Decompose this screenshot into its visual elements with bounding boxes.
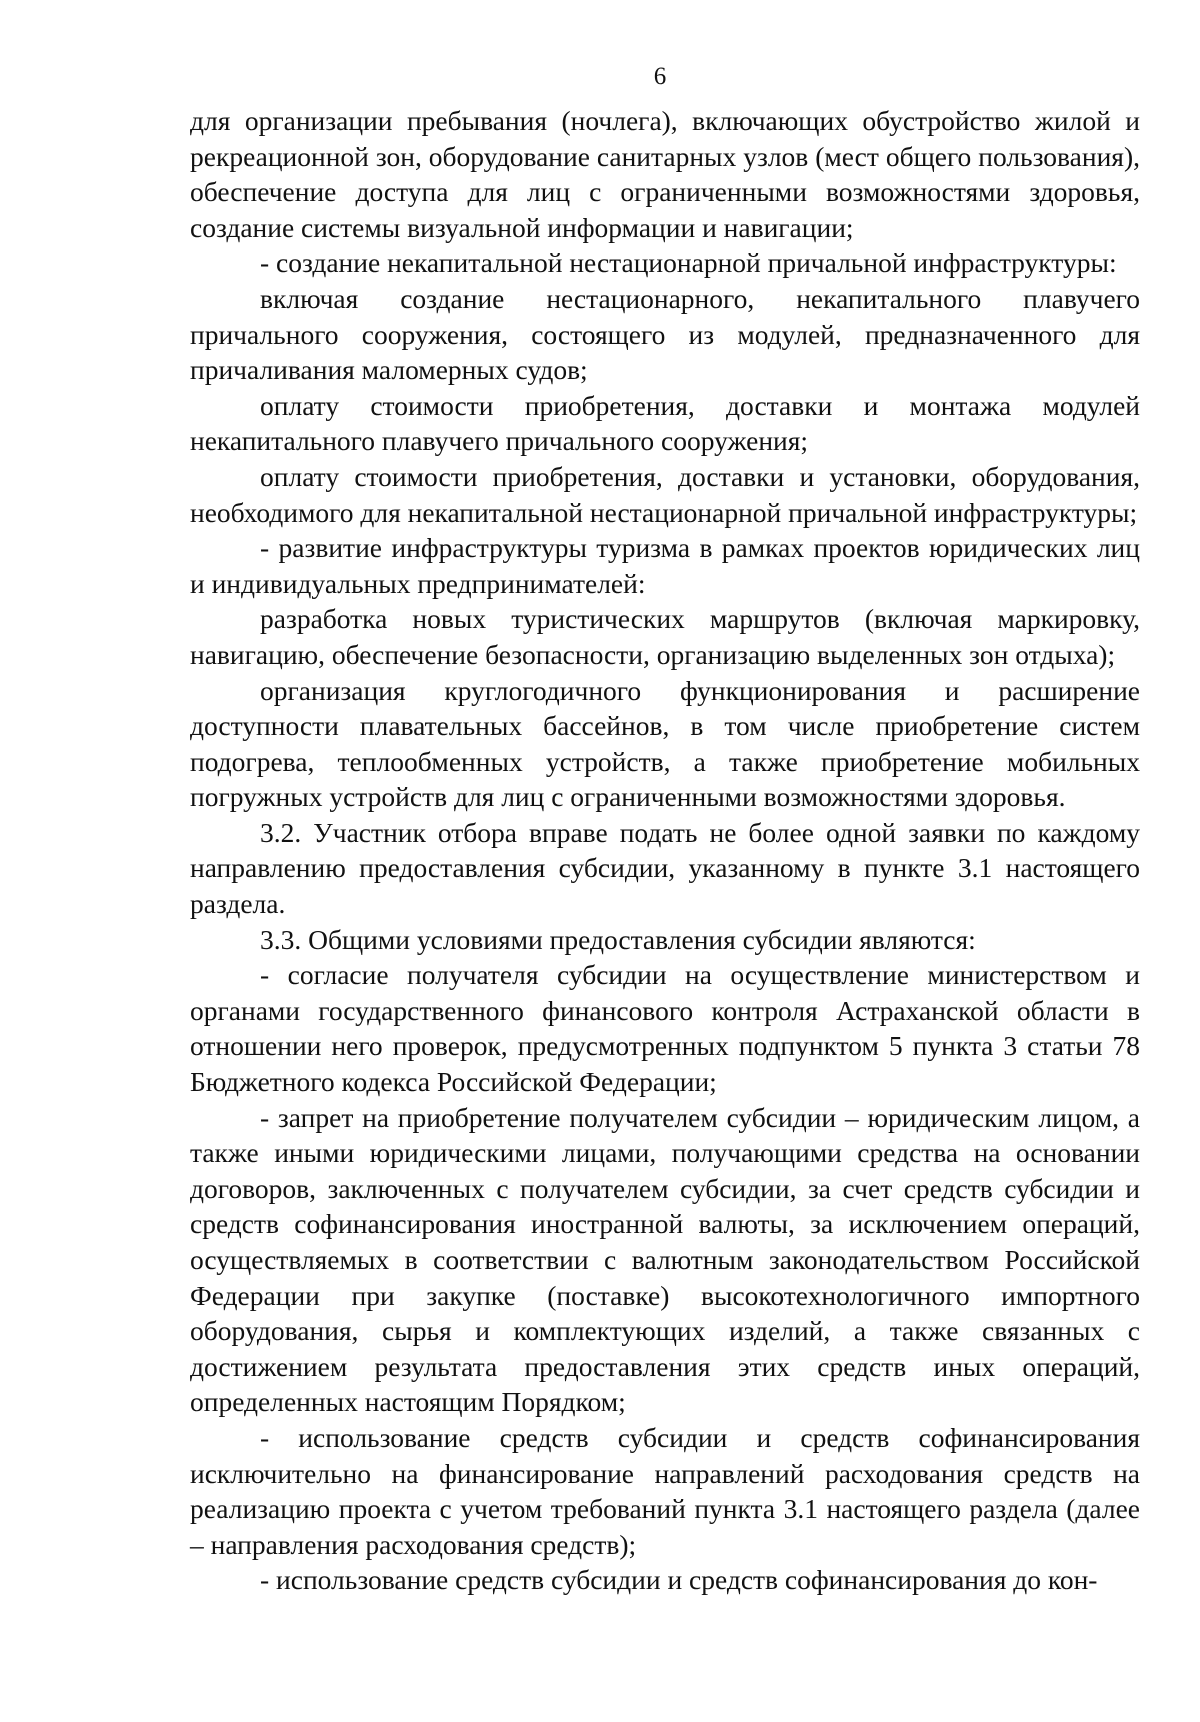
paragraph-4: оплату стоимости приобретения, доставки и монтажа модулей некапитального плавучего причального сооружения; — [190, 389, 1140, 457]
paragraph-3: включая создание нестационарного, некапитального плавучего причального сооружения, состоящего из модулей, предназначенного для причаливания маломерных судов; — [190, 282, 1140, 386]
paragraph-8: организация круглогодичного функционирования и расширение доступности плавательных бассейнов, в том числе приобретение систем подогрева, теплообменных устройств, а также приобретение мобильных погружных устройств для лиц с ограниченными возможностями здоровья. — [190, 674, 1140, 813]
paragraph-9: 3.2. Участник отбора вправе подать не более одной заявки по каждому направлению предоставления субсидии, указанному в пункте 3.1 настоящего раздела. — [190, 816, 1140, 920]
paragraph-11: - согласие получателя субсидии на осуществление министерством и органами государственного финансового контроля Астраханской области в отношении него проверок, предусмотренных подпунктом 5 пункта 3 статьи 78 Бюджетного кодекса Российской Федерации; — [190, 959, 1140, 1098]
paragraph-2: - создание некапитальной нестационарной причальной инфраструктуры: — [260, 247, 1117, 279]
paragraph-1: для организации пребывания (ночлега), включающих обустройство жилой и рекреационной зон, оборудование санитарных узлов (мест общего пользования), обеспечение доступа для лиц с ограниченными возможностями здоровья, создание системы визуальной информации и навигации; — [190, 105, 1140, 243]
paragraph-13: - использование средств субсидии и средств софинансирования исключительно на финансирование направлений расходования средств на реализацию проекта с учетом требований пункта 3.1 настоящего раздела (далее – направления расходования средств); — [190, 1421, 1140, 1560]
paragraph-14: - использование средств субсидии и средств софинансирования до кон- — [260, 1564, 1098, 1596]
paragraph-7: разработка новых туристических маршрутов (включая маркировку, навигацию, обеспечение безопасности, организацию выделенных зон отдыха); — [190, 603, 1140, 670]
paragraph-12: - запрет на приобретение получателем субсидии – юридическим лицом, а также иными юридическими лицами, получающими средства на основании договоров, заключенных с получателем субсидии, за счет средств субсидии и средств софинансирования иностранной валюты, за исключением операций, осуществляемых в соответствии с валютным законодательством Российской Федерации при закупке (поставке) высокотехнологичного импортного оборудования, сырья и комплектующих изделий, а также связанных с достижением результата предоставления этих средств иных операций, определенных настоящим Порядком; — [190, 1101, 1140, 1418]
document-body — [190, 103, 1140, 1598]
paragraph-5: оплату стоимости приобретения, доставки и установки, оборудования, необходимого для некапитальной нестационарной причальной инфраструктуры; — [190, 460, 1140, 528]
paragraph-6: - развитие инфраструктуры туризма в рамках проектов юридических лиц и индивидуальных предпринимателей: — [190, 532, 1140, 599]
paragraph-10: 3.3. Общими условиями предоставления субсидии являются: — [260, 923, 976, 955]
page-number: 6 — [653, 63, 667, 90]
